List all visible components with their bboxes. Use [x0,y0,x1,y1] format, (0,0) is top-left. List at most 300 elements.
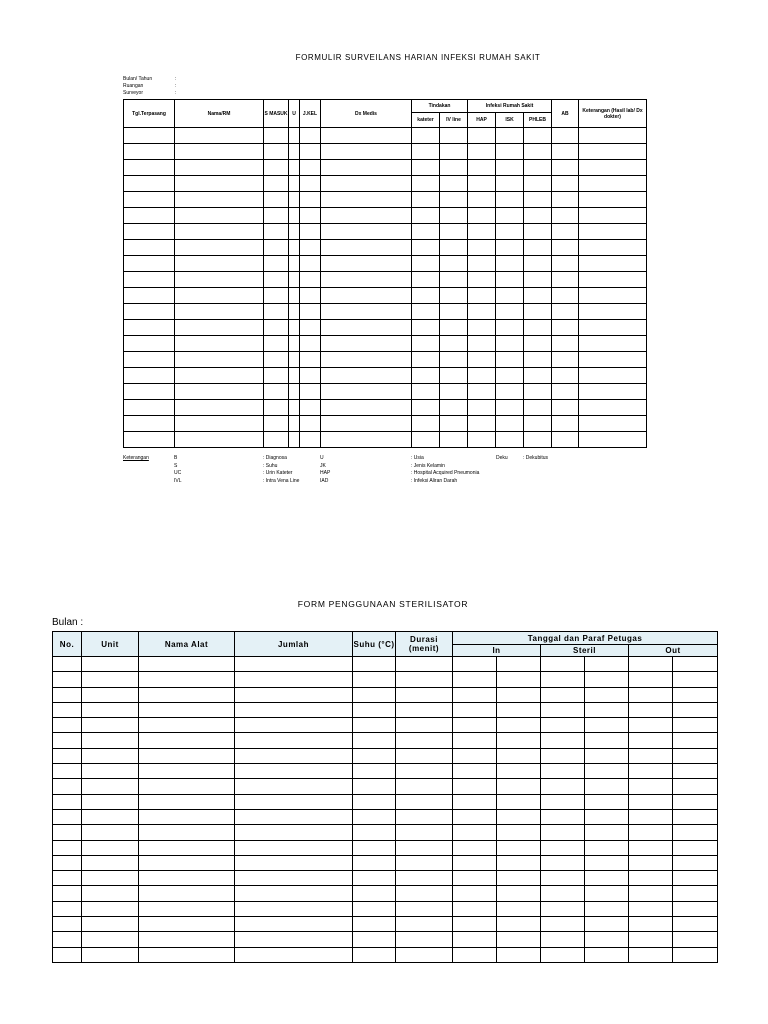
sterilizer-cell[interactable] [139,932,235,947]
sterilizer-cell[interactable] [629,764,673,779]
sterilizer-cell[interactable] [139,748,235,763]
surveillance-cell[interactable] [175,320,264,336]
surveillance-cell[interactable] [124,352,175,368]
sterilizer-cell[interactable] [82,733,139,748]
surveillance-cell[interactable] [552,336,579,352]
surveillance-cell[interactable] [579,320,647,336]
sterilizer-cell[interactable] [353,702,396,717]
sterilizer-cell[interactable] [139,809,235,824]
surveillance-cell[interactable] [321,272,412,288]
surveillance-cell[interactable] [552,288,579,304]
sterilizer-cell[interactable] [453,748,497,763]
surveillance-cell[interactable] [524,240,552,256]
surveillance-cell[interactable] [468,432,496,448]
sterilizer-cell[interactable] [353,809,396,824]
sterilizer-cell[interactable] [585,672,629,687]
sterilizer-cell[interactable] [585,917,629,932]
sterilizer-cell[interactable] [139,794,235,809]
sterilizer-cell[interactable] [541,764,585,779]
surveillance-cell[interactable] [124,128,175,144]
sterilizer-cell[interactable] [139,871,235,886]
surveillance-cell[interactable] [412,288,440,304]
sterilizer-cell[interactable] [585,901,629,916]
sterilizer-cell[interactable] [453,901,497,916]
sterilizer-cell[interactable] [541,733,585,748]
surveillance-cell[interactable] [300,416,321,432]
sterilizer-cell[interactable] [235,917,353,932]
sterilizer-cell[interactable] [541,809,585,824]
sterilizer-cell[interactable] [629,718,673,733]
surveillance-cell[interactable] [175,384,264,400]
sterilizer-cell[interactable] [629,886,673,901]
sterilizer-cell[interactable] [629,702,673,717]
surveillance-cell[interactable] [124,160,175,176]
surveillance-cell[interactable] [440,432,468,448]
sterilizer-cell[interactable] [139,917,235,932]
surveillance-cell[interactable] [524,304,552,320]
surveillance-cell[interactable] [124,320,175,336]
surveillance-cell[interactable] [468,272,496,288]
surveillance-cell[interactable] [264,192,289,208]
surveillance-cell[interactable] [300,336,321,352]
sterilizer-cell[interactable] [139,779,235,794]
surveillance-cell[interactable] [496,384,524,400]
surveillance-cell[interactable] [264,304,289,320]
sterilizer-cell[interactable] [82,718,139,733]
surveillance-cell[interactable] [264,288,289,304]
surveillance-cell[interactable] [300,256,321,272]
surveillance-cell[interactable] [321,336,412,352]
sterilizer-cell[interactable] [585,718,629,733]
surveillance-cell[interactable] [412,160,440,176]
surveillance-cell[interactable] [524,368,552,384]
sterilizer-cell[interactable] [673,932,718,947]
surveillance-cell[interactable] [300,224,321,240]
sterilizer-cell[interactable] [53,917,82,932]
sterilizer-cell[interactable] [453,733,497,748]
sterilizer-cell[interactable] [353,794,396,809]
sterilizer-cell[interactable] [497,825,541,840]
surveillance-cell[interactable] [124,416,175,432]
sterilizer-cell[interactable] [235,809,353,824]
sterilizer-cell[interactable] [497,672,541,687]
sterilizer-cell[interactable] [53,718,82,733]
surveillance-cell[interactable] [321,288,412,304]
surveillance-cell[interactable] [468,288,496,304]
surveillance-cell[interactable] [321,432,412,448]
sterilizer-cell[interactable] [497,932,541,947]
surveillance-cell[interactable] [524,400,552,416]
surveillance-cell[interactable] [524,384,552,400]
surveillance-cell[interactable] [321,304,412,320]
surveillance-cell[interactable] [300,128,321,144]
surveillance-cell[interactable] [412,208,440,224]
sterilizer-cell[interactable] [139,702,235,717]
surveillance-cell[interactable] [412,240,440,256]
surveillance-cell[interactable] [552,384,579,400]
surveillance-cell[interactable] [124,224,175,240]
sterilizer-cell[interactable] [53,825,82,840]
sterilizer-cell[interactable] [629,901,673,916]
sterilizer-cell[interactable] [541,718,585,733]
sterilizer-cell[interactable] [629,825,673,840]
sterilizer-cell[interactable] [82,825,139,840]
sterilizer-cell[interactable] [453,809,497,824]
sterilizer-cell[interactable] [629,794,673,809]
sterilizer-cell[interactable] [353,672,396,687]
sterilizer-cell[interactable] [353,840,396,855]
sterilizer-cell[interactable] [585,809,629,824]
surveillance-cell[interactable] [468,240,496,256]
surveillance-cell[interactable] [552,240,579,256]
surveillance-cell[interactable] [468,304,496,320]
surveillance-cell[interactable] [579,336,647,352]
surveillance-cell[interactable] [440,240,468,256]
sterilizer-cell[interactable] [139,840,235,855]
sterilizer-cell[interactable] [585,794,629,809]
sterilizer-cell[interactable] [497,840,541,855]
sterilizer-cell[interactable] [497,718,541,733]
surveillance-cell[interactable] [552,176,579,192]
surveillance-cell[interactable] [124,272,175,288]
sterilizer-cell[interactable] [53,855,82,870]
sterilizer-cell[interactable] [139,733,235,748]
surveillance-cell[interactable] [496,256,524,272]
surveillance-cell[interactable] [496,368,524,384]
sterilizer-cell[interactable] [453,779,497,794]
surveillance-cell[interactable] [552,272,579,288]
surveillance-cell[interactable] [468,208,496,224]
surveillance-cell[interactable] [468,416,496,432]
sterilizer-cell[interactable] [453,672,497,687]
sterilizer-cell[interactable] [82,932,139,947]
sterilizer-cell[interactable] [497,733,541,748]
sterilizer-cell[interactable] [53,794,82,809]
surveillance-cell[interactable] [524,224,552,240]
sterilizer-cell[interactable] [497,901,541,916]
surveillance-cell[interactable] [468,224,496,240]
surveillance-cell[interactable] [289,352,300,368]
surveillance-cell[interactable] [524,416,552,432]
sterilizer-cell[interactable] [396,809,453,824]
surveillance-cell[interactable] [412,128,440,144]
sterilizer-cell[interactable] [673,840,718,855]
sterilizer-cell[interactable] [585,764,629,779]
sterilizer-cell[interactable] [53,657,82,672]
sterilizer-cell[interactable] [82,657,139,672]
surveillance-cell[interactable] [440,224,468,240]
surveillance-cell[interactable] [468,400,496,416]
sterilizer-cell[interactable] [585,855,629,870]
surveillance-cell[interactable] [264,384,289,400]
sterilizer-cell[interactable] [673,779,718,794]
surveillance-cell[interactable] [264,416,289,432]
surveillance-cell[interactable] [264,400,289,416]
sterilizer-cell[interactable] [541,779,585,794]
sterilizer-cell[interactable] [139,718,235,733]
sterilizer-cell[interactable] [353,657,396,672]
sterilizer-cell[interactable] [541,794,585,809]
sterilizer-cell[interactable] [53,840,82,855]
surveillance-cell[interactable] [524,336,552,352]
sterilizer-cell[interactable] [673,748,718,763]
surveillance-cell[interactable] [124,144,175,160]
sterilizer-cell[interactable] [53,901,82,916]
surveillance-cell[interactable] [412,320,440,336]
surveillance-cell[interactable] [440,336,468,352]
surveillance-cell[interactable] [524,128,552,144]
surveillance-cell[interactable] [175,336,264,352]
surveillance-cell[interactable] [552,192,579,208]
sterilizer-cell[interactable] [497,871,541,886]
surveillance-cell[interactable] [524,320,552,336]
surveillance-cell[interactable] [468,320,496,336]
sterilizer-cell[interactable] [82,794,139,809]
sterilizer-cell[interactable] [139,657,235,672]
sterilizer-cell[interactable] [53,886,82,901]
surveillance-cell[interactable] [468,192,496,208]
surveillance-cell[interactable] [496,416,524,432]
sterilizer-cell[interactable] [453,947,497,962]
surveillance-cell[interactable] [496,224,524,240]
surveillance-cell[interactable] [440,256,468,272]
sterilizer-cell[interactable] [453,932,497,947]
surveillance-cell[interactable] [300,272,321,288]
surveillance-cell[interactable] [124,176,175,192]
sterilizer-cell[interactable] [673,794,718,809]
sterilizer-cell[interactable] [396,687,453,702]
sterilizer-cell[interactable] [53,733,82,748]
surveillance-cell[interactable] [579,160,647,176]
sterilizer-cell[interactable] [353,733,396,748]
surveillance-cell[interactable] [496,320,524,336]
sterilizer-cell[interactable] [497,886,541,901]
surveillance-cell[interactable] [175,176,264,192]
surveillance-cell[interactable] [321,256,412,272]
sterilizer-cell[interactable] [82,855,139,870]
surveillance-cell[interactable] [440,352,468,368]
surveillance-cell[interactable] [552,352,579,368]
surveillance-cell[interactable] [440,128,468,144]
sterilizer-cell[interactable] [396,917,453,932]
sterilizer-cell[interactable] [629,733,673,748]
sterilizer-cell[interactable] [541,932,585,947]
sterilizer-cell[interactable] [453,794,497,809]
sterilizer-cell[interactable] [53,809,82,824]
sterilizer-cell[interactable] [82,901,139,916]
surveillance-cell[interactable] [468,336,496,352]
sterilizer-cell[interactable] [235,764,353,779]
sterilizer-cell[interactable] [139,886,235,901]
sterilizer-cell[interactable] [396,794,453,809]
sterilizer-cell[interactable] [82,687,139,702]
sterilizer-cell[interactable] [673,809,718,824]
surveillance-cell[interactable] [579,384,647,400]
surveillance-cell[interactable] [412,192,440,208]
surveillance-cell[interactable] [264,368,289,384]
sterilizer-cell[interactable] [235,855,353,870]
surveillance-cell[interactable] [300,192,321,208]
sterilizer-cell[interactable] [453,886,497,901]
sterilizer-cell[interactable] [82,871,139,886]
surveillance-cell[interactable] [524,288,552,304]
sterilizer-cell[interactable] [585,871,629,886]
surveillance-cell[interactable] [175,432,264,448]
surveillance-cell[interactable] [496,432,524,448]
surveillance-cell[interactable] [524,144,552,160]
sterilizer-cell[interactable] [673,672,718,687]
surveillance-cell[interactable] [579,368,647,384]
surveillance-cell[interactable] [412,176,440,192]
sterilizer-cell[interactable] [541,901,585,916]
surveillance-cell[interactable] [289,384,300,400]
surveillance-cell[interactable] [300,432,321,448]
surveillance-cell[interactable] [289,144,300,160]
sterilizer-cell[interactable] [353,764,396,779]
surveillance-cell[interactable] [289,192,300,208]
surveillance-cell[interactable] [264,336,289,352]
sterilizer-cell[interactable] [585,886,629,901]
surveillance-cell[interactable] [124,336,175,352]
surveillance-cell[interactable] [412,304,440,320]
sterilizer-cell[interactable] [497,779,541,794]
surveillance-cell[interactable] [321,176,412,192]
sterilizer-cell[interactable] [396,657,453,672]
surveillance-cell[interactable] [289,416,300,432]
sterilizer-cell[interactable] [396,702,453,717]
surveillance-cell[interactable] [175,272,264,288]
surveillance-cell[interactable] [264,208,289,224]
surveillance-cell[interactable] [440,368,468,384]
surveillance-cell[interactable] [124,240,175,256]
sterilizer-cell[interactable] [673,886,718,901]
sterilizer-cell[interactable] [53,672,82,687]
surveillance-cell[interactable] [552,304,579,320]
surveillance-cell[interactable] [289,208,300,224]
surveillance-cell[interactable] [496,400,524,416]
sterilizer-cell[interactable] [235,718,353,733]
sterilizer-cell[interactable] [629,809,673,824]
surveillance-cell[interactable] [321,128,412,144]
surveillance-cell[interactable] [440,272,468,288]
surveillance-cell[interactable] [124,288,175,304]
surveillance-cell[interactable] [579,256,647,272]
surveillance-cell[interactable] [552,368,579,384]
sterilizer-cell[interactable] [629,855,673,870]
surveillance-cell[interactable] [264,240,289,256]
sterilizer-cell[interactable] [585,932,629,947]
sterilizer-cell[interactable] [53,748,82,763]
surveillance-cell[interactable] [412,224,440,240]
sterilizer-cell[interactable] [497,917,541,932]
surveillance-cell[interactable] [524,160,552,176]
sterilizer-cell[interactable] [353,718,396,733]
sterilizer-cell[interactable] [396,871,453,886]
surveillance-cell[interactable] [321,416,412,432]
surveillance-cell[interactable] [440,160,468,176]
surveillance-cell[interactable] [496,144,524,160]
sterilizer-cell[interactable] [673,825,718,840]
surveillance-cell[interactable] [440,320,468,336]
sterilizer-cell[interactable] [585,748,629,763]
sterilizer-cell[interactable] [53,947,82,962]
sterilizer-cell[interactable] [541,917,585,932]
surveillance-cell[interactable] [552,128,579,144]
sterilizer-cell[interactable] [353,825,396,840]
surveillance-cell[interactable] [300,400,321,416]
surveillance-cell[interactable] [412,272,440,288]
surveillance-cell[interactable] [412,256,440,272]
sterilizer-cell[interactable] [497,764,541,779]
surveillance-cell[interactable] [289,176,300,192]
surveillance-cell[interactable] [175,160,264,176]
sterilizer-cell[interactable] [497,809,541,824]
surveillance-cell[interactable] [175,368,264,384]
surveillance-cell[interactable] [321,352,412,368]
surveillance-cell[interactable] [321,192,412,208]
surveillance-cell[interactable] [264,256,289,272]
surveillance-cell[interactable] [579,400,647,416]
surveillance-cell[interactable] [264,432,289,448]
surveillance-cell[interactable] [175,416,264,432]
surveillance-cell[interactable] [524,272,552,288]
surveillance-cell[interactable] [175,224,264,240]
sterilizer-cell[interactable] [396,779,453,794]
surveillance-cell[interactable] [300,144,321,160]
surveillance-cell[interactable] [496,288,524,304]
surveillance-cell[interactable] [440,288,468,304]
sterilizer-cell[interactable] [53,779,82,794]
surveillance-cell[interactable] [289,160,300,176]
surveillance-cell[interactable] [321,384,412,400]
sterilizer-cell[interactable] [235,825,353,840]
sterilizer-cell[interactable] [235,932,353,947]
surveillance-cell[interactable] [579,128,647,144]
surveillance-cell[interactable] [524,256,552,272]
surveillance-cell[interactable] [468,352,496,368]
surveillance-cell[interactable] [175,288,264,304]
sterilizer-cell[interactable] [629,672,673,687]
surveillance-cell[interactable] [175,400,264,416]
sterilizer-cell[interactable] [453,855,497,870]
sterilizer-cell[interactable] [453,687,497,702]
surveillance-cell[interactable] [264,272,289,288]
sterilizer-cell[interactable] [396,718,453,733]
surveillance-cell[interactable] [496,352,524,368]
sterilizer-cell[interactable] [453,702,497,717]
sterilizer-cell[interactable] [353,855,396,870]
surveillance-cell[interactable] [552,416,579,432]
sterilizer-cell[interactable] [585,825,629,840]
sterilizer-cell[interactable] [53,764,82,779]
surveillance-cell[interactable] [524,208,552,224]
surveillance-cell[interactable] [321,320,412,336]
sterilizer-cell[interactable] [82,840,139,855]
sterilizer-cell[interactable] [235,947,353,962]
sterilizer-cell[interactable] [673,657,718,672]
sterilizer-cell[interactable] [541,748,585,763]
sterilizer-cell[interactable] [585,687,629,702]
sterilizer-cell[interactable] [235,840,353,855]
sterilizer-cell[interactable] [673,947,718,962]
sterilizer-cell[interactable] [673,855,718,870]
surveillance-cell[interactable] [552,208,579,224]
sterilizer-cell[interactable] [396,748,453,763]
sterilizer-cell[interactable] [353,932,396,947]
sterilizer-cell[interactable] [82,917,139,932]
surveillance-cell[interactable] [579,208,647,224]
sterilizer-cell[interactable] [673,733,718,748]
